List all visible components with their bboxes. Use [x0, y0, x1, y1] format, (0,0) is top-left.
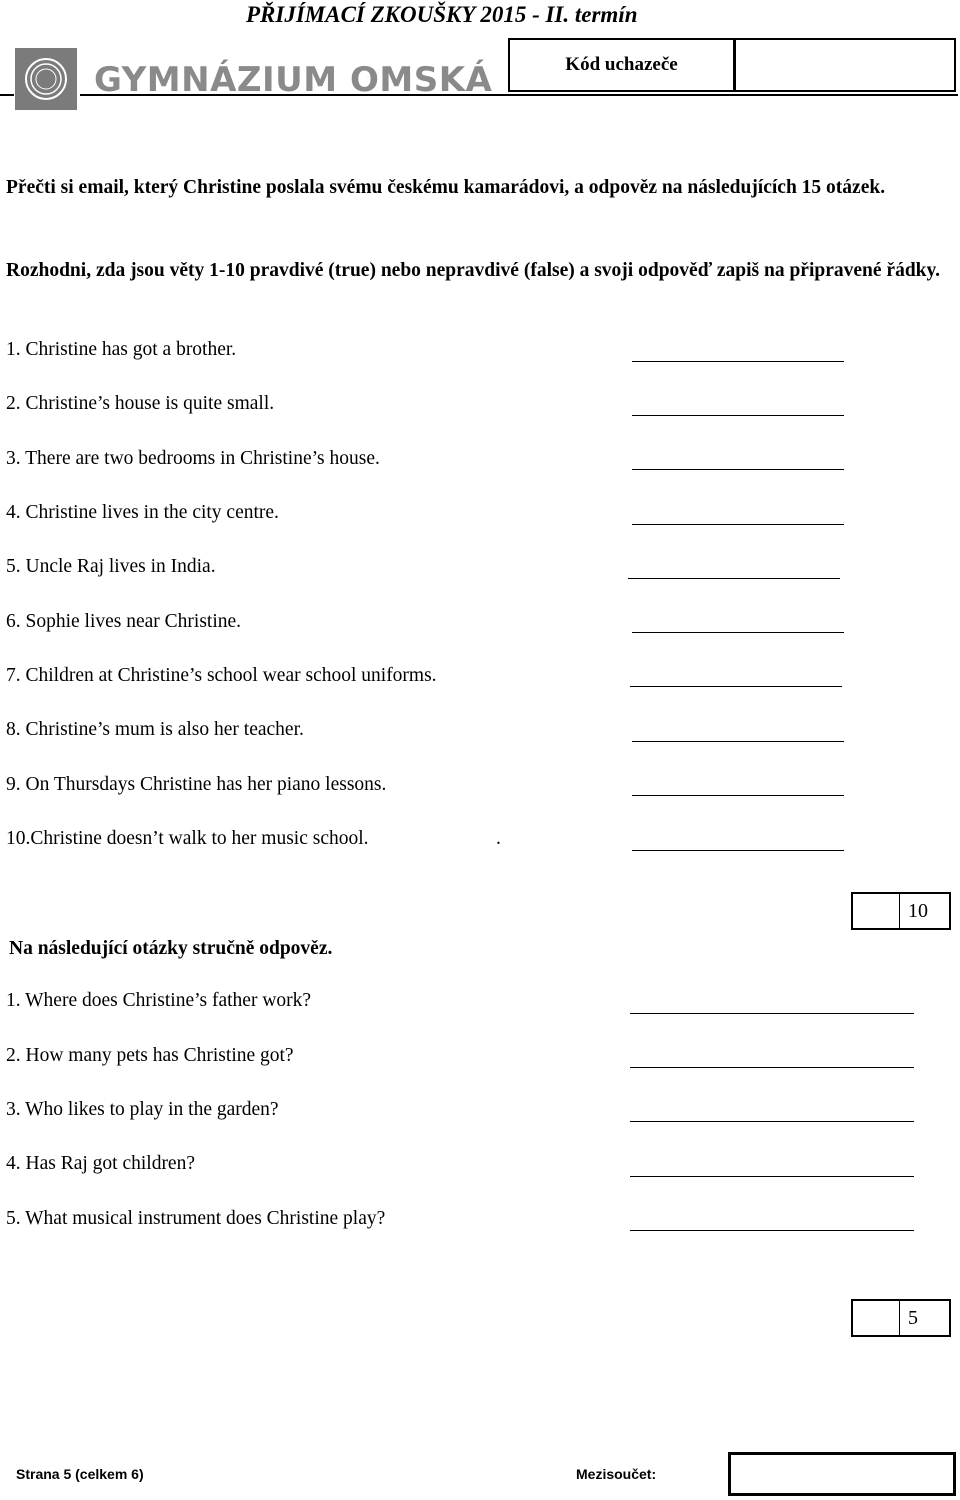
exam-title: PŘIJÍMACÍ ZKOUŠKY 2015 - II. termín [246, 2, 638, 27]
short-answer-heading: Na následující otázky stručně odpověz. [9, 938, 333, 959]
tf-answer-line[interactable] [628, 578, 840, 579]
sa-answer-line[interactable] [630, 1121, 914, 1122]
candidate-code-label: Kód uchazeče [510, 40, 736, 90]
true-false-instruction: Rozhodni, zda jsou věty 1-10 pravdivé (true) nebo nepravdivé (false) a svoji odpověď zapiš na připravené řádky. [6, 260, 941, 281]
sa-question: 4. Has Raj got children? [6, 1153, 195, 1174]
sa-answer-line[interactable] [630, 1013, 914, 1014]
score-max: 10 [908, 899, 928, 922]
score-box-part2 [851, 1299, 951, 1337]
subtotal-label: Mezisoučet: [576, 1466, 657, 1482]
tf-answer-line[interactable] [632, 795, 844, 796]
sa-answer-line[interactable] [630, 1067, 914, 1068]
tf-question: 4. Christine lives in the city centre. [6, 502, 279, 523]
score-field[interactable] [853, 1301, 900, 1335]
subtotal-field[interactable] [728, 1452, 956, 1496]
school-logo-icon [15, 48, 77, 110]
tf-question: 1. Christine has got a brother. [6, 339, 237, 360]
tf-question: 9. On Thursdays Christine has her piano lessons. [6, 774, 387, 795]
sa-question: 2. How many pets has Christine got? [6, 1045, 294, 1066]
intro-instruction: Přečti si email, který Christine poslala svému českému kamarádovi, a odpověz na následujících 15 otázek. [6, 177, 886, 198]
tf-answer-line[interactable] [630, 686, 842, 687]
tf-answer-line[interactable] [632, 361, 844, 362]
score-box-part1 [851, 892, 951, 930]
school-name: GYMNÁZIUM OMSKÁ [94, 60, 493, 100]
sa-question: 3. Who likes to play in the garden? [6, 1099, 279, 1120]
tf-question: 6. Sophie lives near Christine. [6, 611, 242, 632]
sa-question: 1. Where does Christine’s father work? [6, 990, 312, 1011]
tf-answer-line[interactable] [632, 632, 844, 633]
sa-answer-line[interactable] [630, 1176, 914, 1177]
tf-answer-line[interactable] [632, 850, 844, 851]
tf-answer-line[interactable] [632, 469, 844, 470]
candidate-code-box [508, 38, 956, 92]
header-rule-left [0, 94, 14, 96]
tf-question: 10.Christine doesn’t walk to her music school. [6, 828, 369, 849]
tf-question: 8. Christine’s mum is also her teacher. [6, 719, 304, 740]
score-field[interactable] [853, 894, 900, 928]
score-max: 5 [908, 1306, 918, 1329]
tf-answer-line[interactable] [632, 741, 844, 742]
stray-dot: . [496, 828, 501, 849]
tf-question: 7. Children at Christine’s school wear school uniforms. [6, 665, 437, 686]
header-rule [80, 94, 958, 96]
tf-question: 2. Christine’s house is quite small. [6, 393, 275, 414]
sa-question: 5. What musical instrument does Christine play? [6, 1208, 386, 1229]
sa-answer-line[interactable] [630, 1230, 914, 1231]
tf-question: 5. Uncle Raj lives in India. [6, 556, 216, 577]
page-number: Strana 5 (celkem 6) [16, 1466, 144, 1482]
tf-answer-line[interactable] [632, 524, 844, 525]
tf-answer-line[interactable] [632, 415, 844, 416]
tf-question: 3. There are two bedrooms in Christine’s house. [6, 448, 380, 469]
candidate-code-field[interactable] [736, 40, 954, 90]
